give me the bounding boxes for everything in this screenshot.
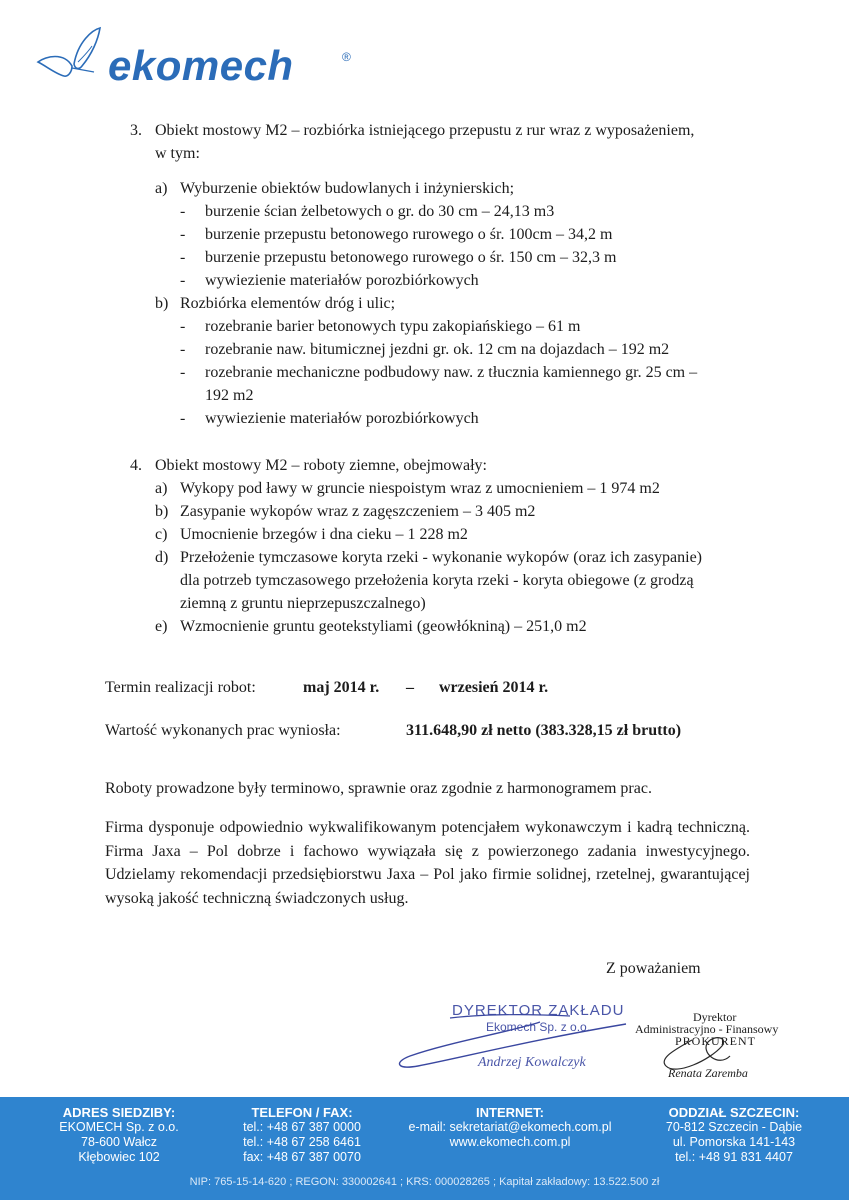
list-item: Umocnienie brzegów i dna cieku – 1 228 m2: [180, 526, 468, 543]
list-item: wywiezienie materiałów porozbiórkowych: [205, 272, 479, 289]
term-label: Termin realizacji robot:: [105, 679, 256, 696]
term-separator: –: [406, 679, 414, 696]
company-logo: [34, 22, 374, 102]
butterfly-logo-icon: [34, 22, 112, 92]
list-item: Przełożenie tymczasowe koryta rzeki - wykonanie wykopów (oraz ich zasypanie): [180, 549, 703, 566]
section-3-title-line2: w tym:: [155, 145, 200, 162]
footer-internet-heading: INTERNET:: [476, 1105, 544, 1120]
footer-phone: [222, 1105, 382, 1165]
footer-line: Kłębowiec 102: [78, 1150, 160, 1164]
bullet-dash: -: [180, 410, 186, 427]
footer-address-heading: ADRES SIEDZIBY:: [62, 1105, 176, 1120]
footer-line: tel.: +48 67 387 0000: [243, 1120, 361, 1134]
bullet-dash: -: [180, 272, 186, 289]
footer-phone-heading: TELEFON / FAX:: [251, 1105, 353, 1120]
footer-line: tel.: +48 91 831 4407: [675, 1150, 793, 1164]
list-item: rozebranie mechaniczne podbudowy naw. z tłucznia kamiennego gr. 25 cm –: [205, 364, 698, 381]
footer-line: ul. Pomorska 141-143: [672, 1135, 796, 1149]
bullet-dash: -: [180, 341, 186, 358]
section-3-number: 3.: [130, 122, 142, 139]
section-4d-letter: d): [155, 549, 169, 566]
footer-branch: [644, 1105, 824, 1165]
footer-line: EKOMECH Sp. z o.o.: [59, 1120, 179, 1134]
paragraph-timeliness: Roboty prowadzone były terminowo, sprawnie oraz zgodnie z harmonogramem prac.: [105, 780, 652, 797]
footer-bar: [0, 1097, 849, 1200]
list-item-continuation: dla potrzeb tymczasowego przełożenia koryta rzeki - koryta obiegowe (z grodzą: [180, 572, 694, 589]
stamp-name: Andrzej Kowalczyk: [478, 1055, 586, 1070]
footer-internet: [395, 1105, 625, 1150]
list-item: rozebranie naw. bitumicznej jezdni gr. ok. 12 cm na dojazdach – 192 m2: [205, 341, 670, 358]
list-item-continuation: ziemną z gruntu nieprzepuszczalnego): [180, 595, 426, 612]
list-item: Zasypanie wykopów wraz z zagęszczeniem – 3 405 m2: [180, 503, 536, 520]
section-4-title: Obiekt mostowy M2 – roboty ziemne, obejmowały:: [155, 457, 487, 474]
list-item: burzenie przepustu betonowego rurowego o śr. 100cm – 34,2 m: [205, 226, 613, 243]
term-to: wrzesień 2014 r.: [439, 679, 549, 696]
stamp-name: Renata Zaremba: [668, 1066, 748, 1080]
bullet-dash: -: [180, 249, 186, 266]
list-item: burzenie ścian żelbetowych o gr. do 30 cm – 24,13 m3: [205, 203, 555, 220]
value-amount: 311.648,90 zł netto (383.328,15 zł brutto): [406, 722, 682, 739]
signature-icon: [630, 1010, 830, 1090]
list-item: burzenie przepustu betonowego rurowego o śr. 150 cm – 32,3 m: [205, 249, 617, 266]
footer-email: e-mail: sekretariat@ekomech.com.pl: [408, 1120, 612, 1134]
stamp-title: Dyrektor: [693, 1010, 737, 1024]
footer-line: 78-600 Wałcz: [81, 1135, 157, 1149]
term-from: maj 2014 r.: [303, 679, 380, 696]
section-3b-title: Rozbiórka elementów dróg i ulic;: [180, 295, 396, 312]
list-item: Wzmocnienie gruntu geotekstyliami (geowłókniną) – 251,0 m2: [180, 618, 587, 635]
footer-line: 70-812 Szczecin - Dąbie: [665, 1120, 803, 1134]
footer-branch-heading: ODDZIAŁ SZCZECIN:: [668, 1105, 800, 1120]
registered-mark: ®: [342, 50, 351, 64]
section-3a-title: Wyburzenie obiektów budowlanych i inżynierskich;: [180, 180, 515, 197]
finance-director-stamp: [630, 1010, 830, 1090]
section-4a-letter: a): [155, 480, 168, 497]
section-4c-letter: c): [155, 526, 168, 543]
list-item: Wykopy pod ławy w gruncie niespoistym wraz z umocnieniem – 1 974 m2: [180, 480, 660, 497]
stamp-company: Ekomech Sp. z o.o.: [486, 1020, 591, 1034]
stamp-prokurent: PROKURENT: [675, 1034, 757, 1048]
footer-registration: NIP: 765-15-14-620 ; REGON: 330002641 ; KRS: 000028265 ; Kapitał zakładowy: 13.522.500 zł: [189, 1176, 660, 1188]
footer-address: [44, 1105, 194, 1165]
director-stamp: [390, 1000, 660, 1090]
stamp-title: DYREKTOR ZAKŁADU: [452, 1002, 625, 1019]
stamp-role: Administracyjno - Finansowy: [635, 1022, 779, 1036]
section-3a-letter: a): [155, 180, 168, 197]
footer-line: tel.: +48 67 258 6461: [243, 1135, 361, 1149]
bullet-dash: -: [180, 203, 186, 220]
bullet-dash: -: [180, 318, 186, 335]
value-label: Wartość wykonanych prac wyniosła:: [105, 722, 341, 739]
list-item: rozebranie barier betonowych typu zakopiańskiego – 61 m: [205, 318, 581, 335]
paragraph-recommendation: Firma dysponuje odpowiednio wykwalifikowanym potencjałem wykonawczym i kadrą techniczną. Firma Jaxa – Pol dobrze i fachowo wywiązała się z powierzonego zadania inwestycyjnego. Udzielamy rekomendacji przedsiębiorstwu Jaxa – Pol jako firmie solidnej, rzetelnej, gwarantującej wysoką jakość techniczną świadczonych usług.: [105, 819, 750, 907]
signature-icon: [390, 1000, 660, 1090]
list-item: wywiezienie materiałów porozbiórkowych: [205, 410, 479, 427]
section-4-number: 4.: [130, 457, 142, 474]
footer-line: fax: +48 67 387 0070: [243, 1150, 361, 1164]
bullet-dash: -: [180, 226, 186, 243]
section-4e-letter: e): [155, 618, 168, 635]
section-4b-letter: b): [155, 503, 169, 520]
bullet-dash: -: [180, 364, 186, 381]
section-3b-letter: b): [155, 295, 169, 312]
list-item-continuation: 192 m2: [205, 387, 254, 404]
logo-text: ekomech: [108, 42, 294, 89]
closing-salutation: Z poważaniem: [606, 960, 701, 977]
footer-website: www.ekomech.com.pl: [449, 1135, 571, 1149]
section-3-title-line1: Obiekt mostowy M2 – rozbiórka istniejącego przepustu z rur wraz z wyposażeniem,: [155, 122, 695, 139]
